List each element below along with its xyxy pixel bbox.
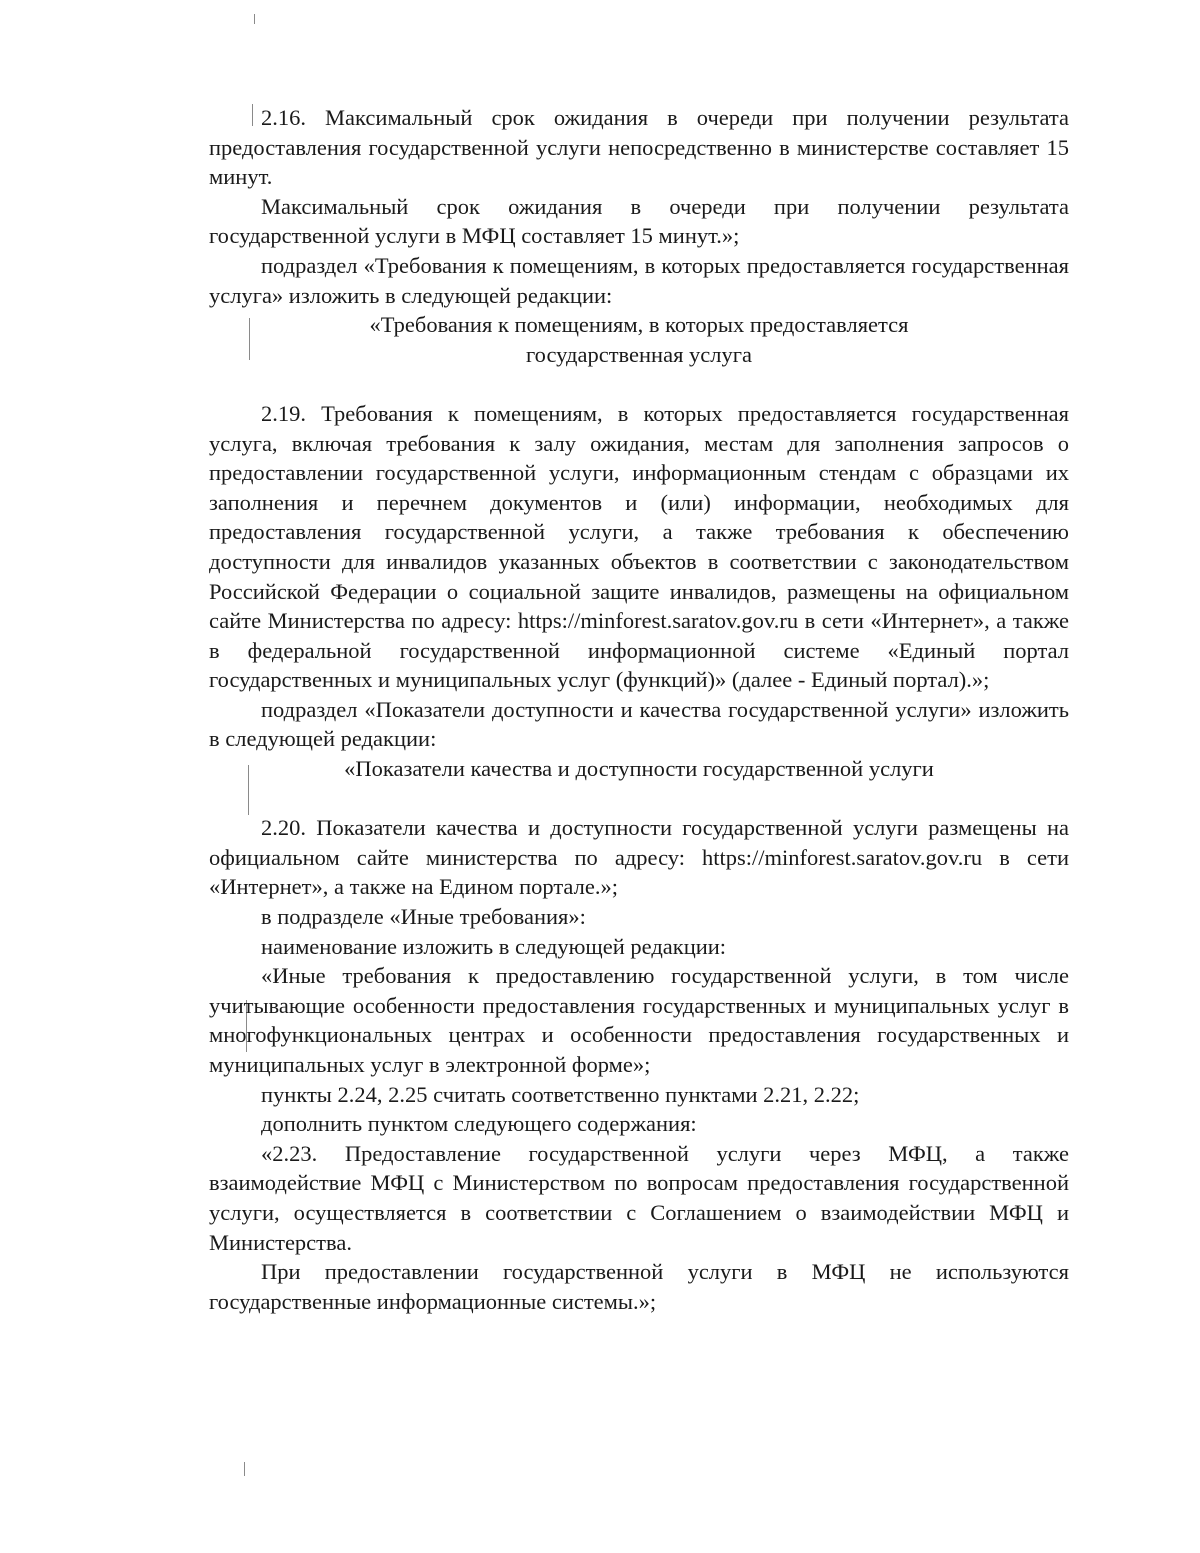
heading-indicators: «Показатели качества и доступности государственной услуги	[344, 756, 934, 782]
paragraph-info-systems: При предоставлении государственной услуги в МФЦ не используются государственные информационные системы.»;	[209, 1259, 1069, 1314]
paragraph-subsection-indicators: подраздел «Показатели доступности и качества государственной услуги» изложить в следующей редакции:	[209, 696, 1069, 752]
document-body	[209, 103, 1069, 1316]
paragraph-other-requirements: в подразделе «Иные требования»:	[261, 904, 586, 930]
heading-premises-line1: «Требования к помещениям, в которых предоставляется	[369, 312, 909, 338]
paragraph-2-20: 2.20. Показатели качества и доступности государственной услуги размещены на официальном сайте министерства по адресу: https://minforest.saratov.gov.ru в сети «Интернет», а также на Едином портале.»;	[209, 815, 1069, 900]
paragraph-2-23: «2.23. Предоставление государственной услуги через МФЦ, а также взаимодействие МФЦ с Министерством по вопросам предоставления государственной услуги, осуществляется в соответствии с Соглашением о взаимодействии МФЦ и Министерства.	[209, 1140, 1069, 1255]
paragraph-subsection-premises: подраздел «Требования к помещениям, в которых предоставляется государственная услуга» изложить в следующей редакции:	[209, 252, 1069, 308]
paragraph-2-19: 2.19. Требования к помещениям, в которых предоставляется государственная услуга, включая требования к залу ожидания, местам для заполнения запросов о предоставлении государственной услуги, информационным стендам с образцами их заполнения и перечнем документов и (или) информации, необходимых для предоставления государственной услуги, а также требования к обеспечению доступности для инвалидов указанных объектов в соответствии с законодательством Российской Федерации о социальной защите инвалидов, размещены на официальном сайте Министерства по адресу: https://minforest.saratov.gov.ru в сети «Интернет», а также в федеральной государственной информационной системе «Единый портал государственных и муниципальных услуг (функций)» (далее - Единый портал).»;	[209, 400, 1069, 693]
scan-mark	[254, 14, 255, 24]
paragraph-supplement: дополнить пунктом следующего содержания:	[261, 1111, 697, 1137]
paragraph-name-edit: наименование изложить в следующей редакции:	[261, 933, 727, 959]
paragraph-mfc-wait: Максимальный срок ожидания в очереди при получении результата государственной услуги в МФЦ составляет 15 минут.»;	[209, 193, 1069, 249]
heading-premises-line2: государственная услуга	[526, 341, 752, 367]
blank-line	[209, 369, 1069, 399]
paragraph-2-16: 2.16. Максимальный срок ожидания в очереди при получении результата предоставления государственной услуги непосредственно в министерстве составляет 15 минут.	[209, 105, 1069, 190]
paragraph-renumber: пункты 2.24, 2.25 считать соответственно пунктами 2.21, 2.22;	[261, 1081, 860, 1107]
scan-mark	[244, 1462, 245, 1476]
blank-line	[209, 784, 1069, 814]
paragraph-other-requirements-title: «Иные требования к предоставлению государственной услуги, в том числе учитывающие особенности предоставления государственных и муниципальных услуг в многофункциональных центрах и особенности предоставления государственных и муниципальных услуг в электронной форме»;	[209, 963, 1069, 1077]
